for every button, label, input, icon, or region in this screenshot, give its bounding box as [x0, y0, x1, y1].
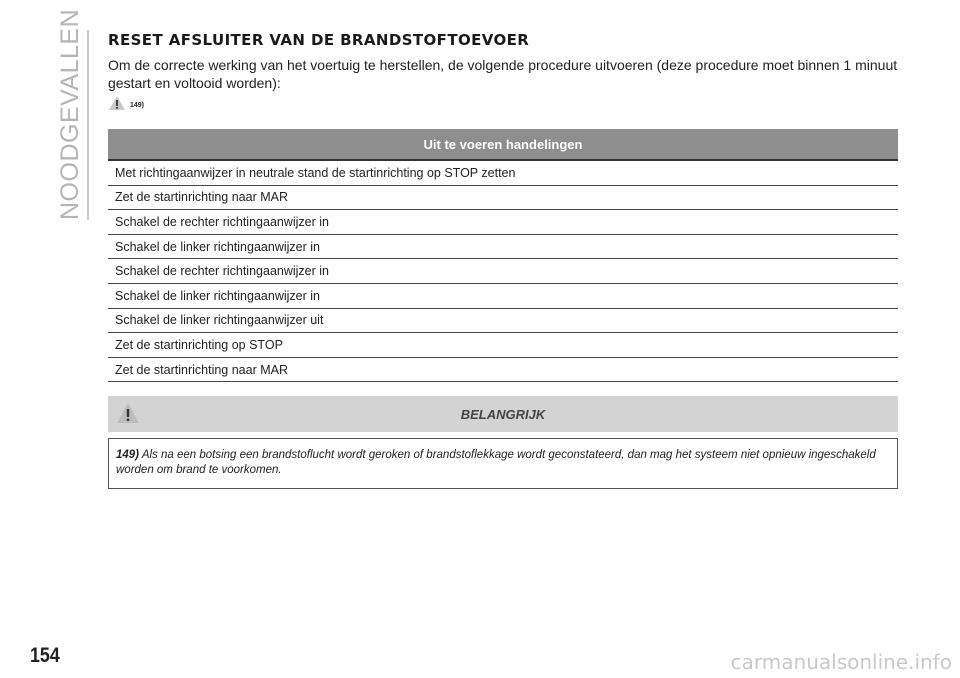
warning-ref-number: 149): [130, 102, 145, 109]
table-row: Schakel de rechter richtingaanwijzer in: [108, 210, 898, 235]
chapter-side-label: [56, 8, 86, 220]
table-row: Zet de startinrichting op STOP: [108, 333, 898, 358]
procedure-table-header: Uit te voeren handelingen: [108, 129, 898, 161]
section-title: RESET AFSLUITER VAN DE BRANDSTOFTOEVOER: [108, 31, 530, 49]
important-header: [108, 396, 898, 432]
procedure-table: [108, 129, 898, 382]
section-intro: Om de correcte werking van het voertuig te herstellen, de volgende procedure uitvoeren (deze procedure moet binnen 1 minuut gestart en voltooid worden):: [108, 57, 898, 91]
table-row: Schakel de rechter richtingaanwijzer in: [108, 259, 898, 284]
page-number: 154: [30, 644, 60, 667]
table-row: Schakel de linker richtingaanwijzer in: [108, 284, 898, 309]
important-title: BELANGRIJK: [460, 407, 546, 422]
important-text: Als na een botsing een brandstoflucht wordt geroken of brandstoflekkage wordt geconstateerd, dan mag het systeem niet opnieuw ingeschakeld worden om brand te voorkomen.: [116, 449, 876, 476]
site-watermark: carmanualsonline.info: [730, 650, 952, 674]
chapter-title: NOODGEVALLEN: [56, 8, 84, 220]
table-row: Zet de startinrichting naar MAR: [108, 186, 898, 211]
important-body: [108, 438, 898, 489]
table-row: Met richtingaanwijzer in neutrale stand de startinrichting op STOP zetten: [108, 161, 898, 186]
important-notice: [108, 396, 898, 489]
important-ref-number: 149): [116, 449, 140, 461]
warning-triangle-icon: [108, 95, 126, 111]
chapter-divider: [87, 30, 89, 220]
table-row: Zet de startinrichting naar MAR: [108, 358, 898, 383]
table-row: Schakel de linker richtingaanwijzer in: [108, 235, 898, 260]
table-row: Schakel de linker richtingaanwijzer uit: [108, 309, 898, 334]
